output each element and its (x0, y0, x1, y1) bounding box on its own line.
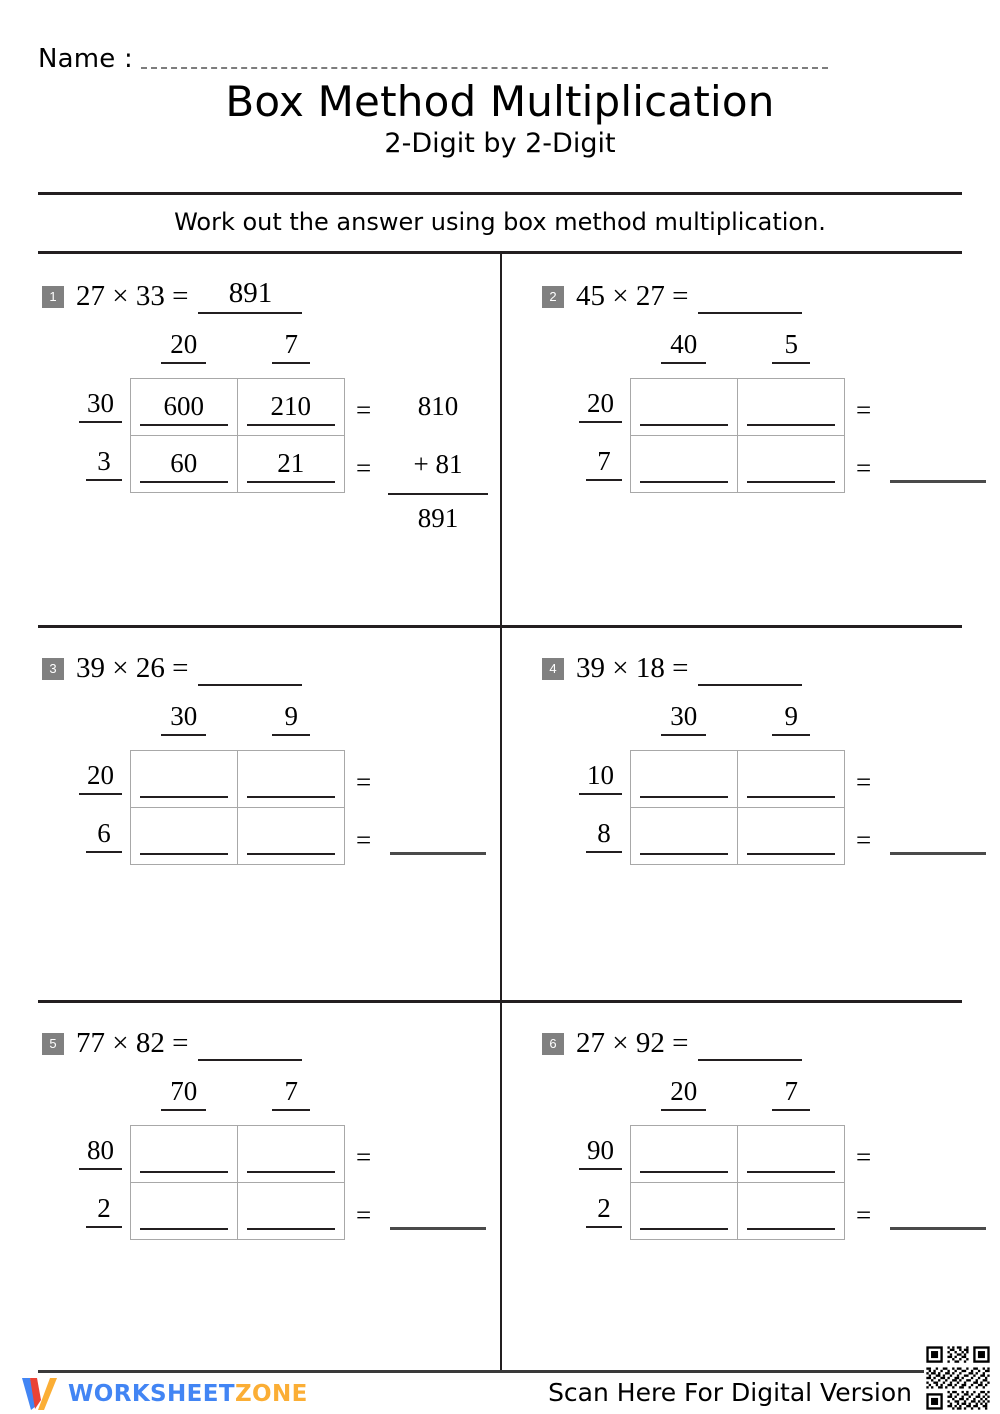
column-headers (130, 703, 345, 736)
row-header-2 (560, 1183, 622, 1241)
row-headers (60, 1125, 122, 1240)
grid-cell (238, 379, 345, 436)
answer-blank[interactable] (698, 279, 802, 314)
name-input-line[interactable] (141, 66, 828, 69)
problem-2 (500, 253, 1000, 625)
row-header-1-value: 10 (579, 762, 622, 795)
problem-row (0, 253, 1000, 625)
row-header-1-value: 20 (79, 762, 122, 795)
grid-cell-value[interactable] (747, 393, 836, 426)
grid-cell-value[interactable] (747, 765, 836, 798)
grid-cell (238, 808, 345, 865)
column-header-2 (238, 1078, 346, 1111)
grid-cell-value[interactable] (247, 1197, 336, 1230)
grid-cell (738, 1126, 845, 1183)
box-method-diagram (560, 1078, 990, 1328)
row-header-1-value: 90 (579, 1137, 622, 1170)
grid-cell (131, 379, 238, 436)
column-header-2-value: 9 (272, 703, 310, 736)
equals-sign-row1: = (856, 395, 872, 425)
row-header-2 (560, 436, 622, 494)
footer-rule (38, 1370, 962, 1373)
problem-row (0, 625, 1000, 1000)
grid-cell-value[interactable] (747, 1140, 836, 1173)
grid-cell (631, 379, 738, 436)
equals-sign-row1: = (856, 767, 872, 797)
partial-products-grid (130, 750, 345, 865)
box-method-diagram (60, 1078, 490, 1328)
box-method-diagram (60, 331, 490, 581)
grid-cell-value[interactable]: 60 (140, 450, 228, 483)
column-header-2-value: 7 (272, 331, 310, 364)
final-answer-line[interactable] (390, 1226, 486, 1230)
grid-cell-value[interactable] (640, 393, 728, 426)
problem-4 (500, 625, 1000, 1000)
problem-number-badge: 6 (542, 1033, 564, 1055)
grid-cell-value[interactable]: 21 (247, 450, 336, 483)
problem-1 (0, 253, 500, 625)
equals-sign-row1: = (856, 1142, 872, 1172)
partial-sums-column (386, 378, 490, 532)
row-header-2-value: 2 (586, 1195, 622, 1228)
grid-cell (631, 1126, 738, 1183)
grid-cell (631, 808, 738, 865)
row-header-2-value: 6 (86, 820, 122, 853)
box-method-diagram (560, 331, 990, 581)
column-header-1 (630, 331, 738, 364)
logo-text-worksheet: WORKSHEET (68, 1380, 235, 1407)
column-header-2 (738, 331, 846, 364)
row-headers (560, 1125, 622, 1240)
row-header-1 (560, 1125, 622, 1183)
grid-cell-value[interactable] (140, 822, 228, 855)
grid-cell (738, 808, 845, 865)
partial-products-grid (630, 1125, 845, 1240)
column-header-2 (238, 331, 346, 364)
grid-cell (238, 1183, 345, 1240)
row-header-2 (60, 1183, 122, 1241)
question-line (42, 651, 302, 686)
column-header-2-value: 7 (272, 1078, 310, 1111)
name-field-row (38, 34, 828, 74)
grid-cell-value[interactable] (640, 765, 728, 798)
row-header-1-value: 20 (579, 390, 622, 423)
grid-cell-value[interactable] (247, 822, 336, 855)
grid-cell-value[interactable] (747, 822, 836, 855)
grid-cell (738, 751, 845, 808)
column-header-1 (630, 703, 738, 736)
grid-cell (238, 1126, 345, 1183)
column-header-1-value: 20 (161, 331, 206, 364)
row-header-2-value: 2 (86, 1195, 122, 1228)
problem-number-badge: 4 (542, 658, 564, 680)
logo-text (68, 1380, 308, 1407)
grid-cell (131, 1183, 238, 1240)
question-expression: 45 × 27 = (576, 280, 689, 312)
final-answer-line[interactable] (890, 851, 986, 855)
column-header-1-value: 70 (161, 1078, 206, 1111)
question-line (542, 1026, 802, 1061)
row-header-1 (60, 1125, 122, 1183)
problem-number-badge: 5 (42, 1033, 64, 1055)
question-line (542, 279, 802, 314)
row-header-2-value: 7 (586, 448, 622, 481)
problem-number-badge: 2 (542, 286, 564, 308)
header-rule-top (38, 192, 962, 195)
grid-cell (738, 1183, 845, 1240)
row-header-1-value: 80 (79, 1137, 122, 1170)
column-header-1 (130, 1078, 238, 1111)
worksheet-zone-logo[interactable] (20, 1376, 308, 1412)
grid-cell-value[interactable] (140, 1140, 228, 1173)
row-headers (560, 750, 622, 865)
partial-sum-1[interactable]: 810 (417, 391, 459, 422)
grid-cell-value[interactable] (640, 822, 728, 855)
scan-instruction-text: Scan Here For Digital Version (548, 1378, 912, 1407)
question-expression: 39 × 26 = (76, 652, 189, 684)
grid-cell-value[interactable] (140, 765, 228, 798)
instruction-text: Work out the answer using box method multiplication. (174, 208, 826, 236)
grid-cell (131, 1126, 238, 1183)
column-headers (130, 1078, 345, 1111)
grid-cell (631, 1183, 738, 1240)
final-answer-line[interactable] (390, 851, 486, 855)
question-line (42, 279, 302, 314)
final-answer-line[interactable] (890, 479, 986, 483)
grid-cell (131, 436, 238, 493)
equals-sign-row2: = (856, 453, 872, 483)
equals-sign-row2: = (356, 1200, 372, 1230)
grid-cell (631, 751, 738, 808)
title-block (0, 78, 1000, 161)
equals-sign-row2: = (856, 825, 872, 855)
row-header-2 (560, 808, 622, 866)
equals-sign-row1: = (356, 1142, 372, 1172)
row-header-1 (60, 750, 122, 808)
answer-blank[interactable] (698, 1026, 802, 1061)
column-header-1 (130, 703, 238, 736)
equals-sign-row2: = (856, 1200, 872, 1230)
grid-cell-value[interactable] (247, 765, 336, 798)
answer-blank[interactable] (198, 1026, 302, 1061)
row-header-2-value: 8 (586, 820, 622, 853)
name-label: Name : (38, 44, 133, 74)
row-header-2 (60, 436, 122, 494)
box-method-diagram (60, 703, 490, 953)
grid-cell-value[interactable] (247, 1140, 336, 1173)
qr-code-icon[interactable] (924, 1344, 992, 1412)
row-header-2-value: 3 (86, 448, 122, 481)
row-header-2 (60, 808, 122, 866)
row-header-1 (560, 750, 622, 808)
grid-cell-value[interactable]: 600 (140, 393, 228, 426)
row-header-1 (60, 378, 122, 436)
final-answer-line[interactable] (890, 1226, 986, 1230)
row-header-1-value: 30 (79, 390, 122, 423)
footer (0, 1374, 1000, 1414)
partial-products-grid (130, 1125, 345, 1240)
equals-sign-row1: = (356, 395, 372, 425)
column-header-2 (738, 1078, 846, 1111)
column-header-2-value: 9 (772, 703, 810, 736)
question-expression: 39 × 18 = (576, 652, 689, 684)
equals-sign-row2: = (356, 825, 372, 855)
logo-w-icon (20, 1376, 58, 1412)
answer-blank[interactable] (198, 651, 302, 686)
column-headers (630, 703, 845, 736)
answer-blank[interactable]: 891 (198, 279, 302, 314)
question-expression: 27 × 33 = (76, 280, 189, 312)
column-header-2-value: 7 (772, 1078, 810, 1111)
logo-text-zone: ZONE (234, 1380, 308, 1407)
column-headers (630, 1078, 845, 1111)
problem-5 (0, 1000, 500, 1370)
column-header-1-value: 20 (661, 1078, 706, 1111)
row-header-1 (560, 378, 622, 436)
problem-number-badge: 3 (42, 658, 64, 680)
column-header-2 (738, 703, 846, 736)
grid-cell-value[interactable]: 210 (247, 393, 336, 426)
question-expression: 77 × 82 = (76, 1027, 189, 1059)
box-method-diagram (560, 703, 990, 953)
column-header-1 (630, 1078, 738, 1111)
row-headers (560, 378, 622, 493)
question-expression: 27 × 92 = (576, 1027, 689, 1059)
final-total[interactable]: 891 (417, 503, 459, 533)
problem-6 (500, 1000, 1000, 1370)
column-headers (630, 331, 845, 364)
partial-products-grid (130, 378, 345, 493)
page-subtitle: 2-Digit by 2-Digit (384, 128, 616, 160)
grid-cell (738, 436, 845, 493)
column-header-2 (238, 703, 346, 736)
partial-sum-2[interactable]: + 81 (413, 448, 463, 479)
grid-cell (631, 436, 738, 493)
column-header-1 (130, 331, 238, 364)
problem-3 (0, 625, 500, 1000)
grid-cell-value[interactable] (640, 1197, 728, 1230)
answer-blank[interactable] (698, 651, 802, 686)
grid-cell (131, 808, 238, 865)
grid-cell-value[interactable] (747, 450, 836, 483)
row-headers (60, 750, 122, 865)
question-line (42, 1026, 302, 1061)
grid-cell (738, 379, 845, 436)
grid-cell-value[interactable] (640, 1140, 728, 1173)
grid-cell (131, 751, 238, 808)
column-header-1-value: 40 (661, 331, 706, 364)
grid-cell-value[interactable] (747, 1197, 836, 1230)
equals-sign-row1: = (356, 767, 372, 797)
column-header-1-value: 30 (661, 703, 706, 736)
problems-area (0, 253, 1000, 1370)
column-header-2-value: 5 (772, 331, 810, 364)
grid-cell (238, 751, 345, 808)
question-line (542, 651, 802, 686)
column-header-1-value: 30 (161, 703, 206, 736)
partial-products-grid (630, 750, 845, 865)
page-title: Box Method Multiplication (225, 77, 775, 126)
column-headers (130, 331, 345, 364)
equals-sign-row2: = (356, 453, 372, 483)
grid-cell (238, 436, 345, 493)
partial-products-grid (630, 378, 845, 493)
problem-number-badge: 1 (42, 286, 64, 308)
problem-row (0, 1000, 1000, 1370)
grid-cell-value[interactable] (140, 1197, 228, 1230)
row-headers (60, 378, 122, 493)
grid-cell-value[interactable] (640, 450, 728, 483)
